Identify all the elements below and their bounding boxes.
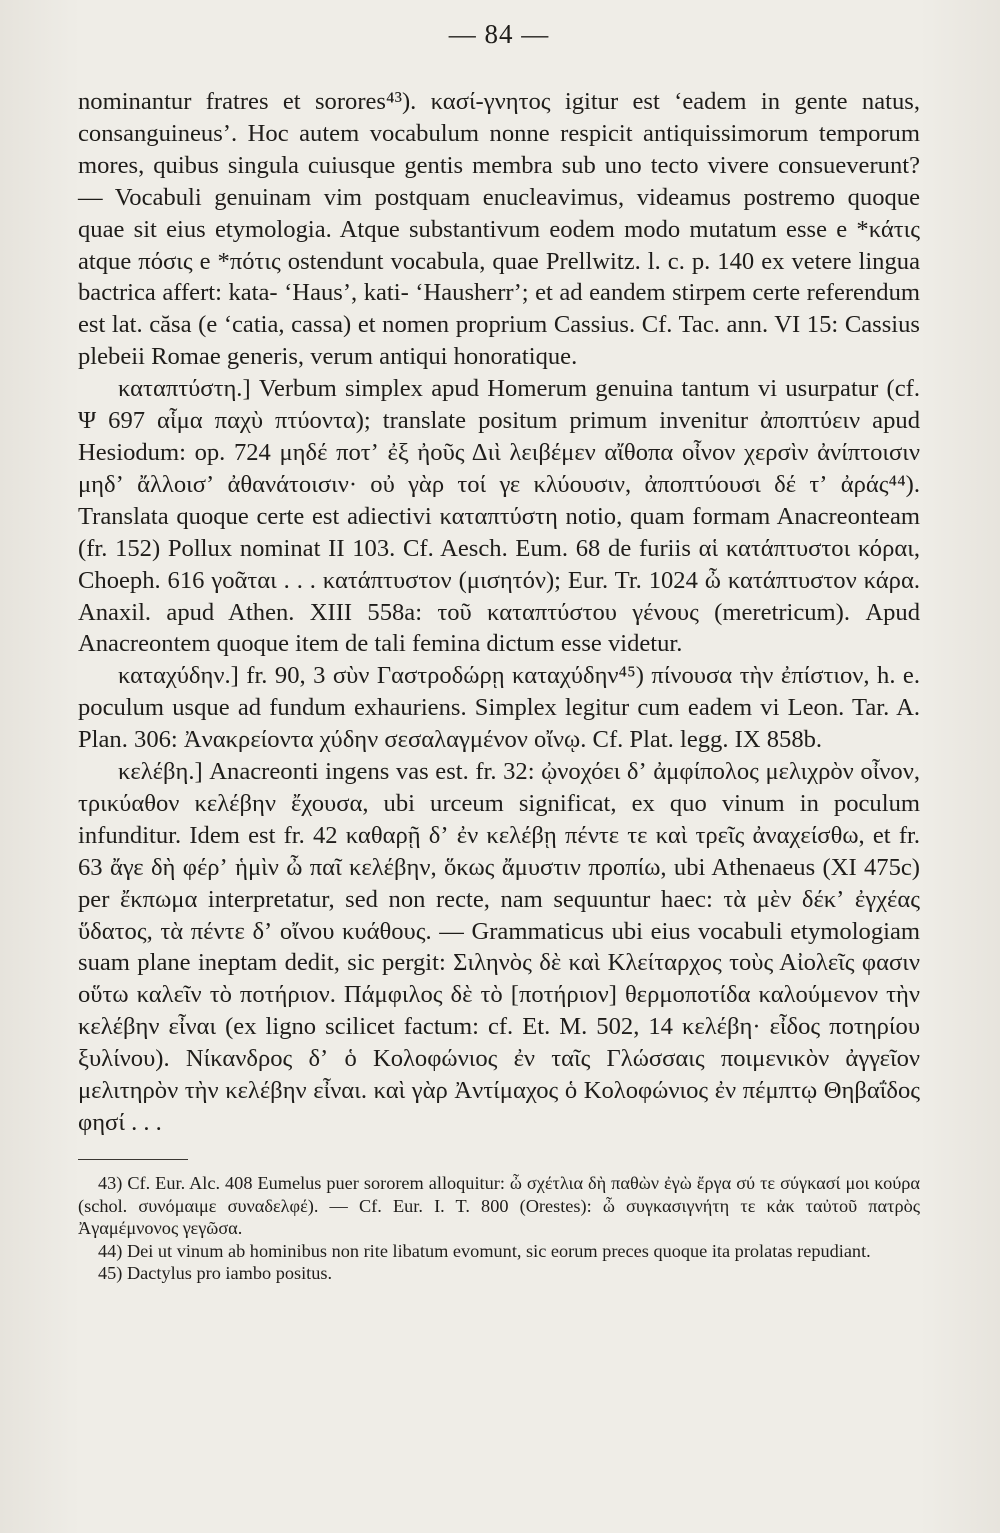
paragraph-3: καταχύδην.] fr. 90, 3 σὺν Γαστροδώρῃ καταχύδην⁴⁵) πίνουσα τὴν ἐπίστιον, h. e. poculum usque ad fundum exhauriens. Simplex legitur cum eadem vi Leon. Tar. A. Plan. 306: Ἀνακρείοντα χύδην σεσαλαγμένον οἴνῳ. Cf. Plat. legg. IX 858b. [78,662,920,754]
footnote-45: 45) Dactylus pro iambo positus. [98,1263,333,1284]
footnote-43: 43) Cf. Eur. Alc. 408 Eumelus puer sororem alloquitur: ὦ σχέτλια δὴ παθὼν ἐγὼ ἔργα σύ τε σύγκασί μοι κούρα (schol. συνόμαιμε συναδελφέ). — Cf. Eur. I. T. 800 (Orestes): ὦ συγκασιγνήτη τε κἀκ ταὐτοῦ πατρὸς Ἀγαμέμνονος γεγῶσα. [78,1172,920,1239]
paragraph-2: καταπτύστη.] Verbum simplex apud Homerum genuina tantum vi usurpatur (cf. Ψ 697 αἷμα παχὺ πτύοντα); translate positum primum invenitur ἀποπτύειν apud Hesiodum: op. 724 μηδέ ποτʼ ἐξ ἠοῦς Διὶ λειβέμεν αἴθοπα οἶνον χερσὶν ἀνίπτοισιν μηδʼ ἄλλοισʼ ἀθανάτοισιν· οὐ γὰρ τοί γε κλύουσιν, ἀποπτύουσι δέ τʼ ἀράς⁴⁴). Translata quoque certe est adiectivi καταπτύστη notio, quam formam Anacreonteam (fr. 152) Pollux nominat II 103. Cf. Aesch. Eum. 68 de furiis αἱ κατάπτυστοι κόραι, Choeph. 616 γοᾶται . . . κατάπτυστον (μισητόν); Eur. Tr. 1024 ὦ κατάπτυστον κάρα. Anaxil. apud Athen. XIII 558a: τοῦ καταπτύστου γένους (meretricum). Apud Anacreontem quoque item de tali femina dictum esse videtur. [78,375,920,658]
footnote-44: 44) Dei ut vinum ab hominibus non rite libatum evomunt, sic eorum preces quoque ita prolatas repudiant. [98,1240,871,1261]
footnotes [78,1172,920,1285]
footnote-divider [78,1159,188,1160]
paragraph-1: nominantur fratres et sorores⁴³). κασί-γνητος igitur est ʻeadem in gente natus, consanguineusʼ. Hoc autem vocabulum nonne respicit antiquissimorum temporum mores, quibus singula cuiusque gentis membra sub uno tecto vivere consueverunt? — Vocabuli genuinam vim postquam enucleavimus, videamus postremo quoque quae sit eius etymologia. Atque substantivum eodem modo mutatum esse e *κάτις atque πόσις e *πότις ostendunt vocabula, quae Prellwitz. l. c. p. 140 ex vetere lingua bactrica affert: kata- ʻHausʼ, kati- ʻHausherrʼ; et ad eandem stirpem certe referendum est lat. căsa (e ʻcatia, cassa) et nomen proprium Cassius. Cf. Tac. ann. VI 15: Cassius plebeii Romae generis, verum antiqui honoratique. [78,88,920,371]
page-number: — 84 — [448,19,550,49]
paragraph-4: κελέβη.] Anacreonti ingens vas est. fr. 32: ᾠνοχόει δʼ ἀμφίπολος μελιχρὸν οἶνον, τρικύαθον κελέβην ἔχουσα, ubi urceum significat, ex quo vinum in poculum infunditur. Idem est fr. 42 καθαρῇ δʼ ἐν κελέβῃ πέντε τε καὶ τρεῖς ἀναχείσθω, et fr. 63 ἄγε δὴ φέρʼ ἡμὶν ὦ παῖ κελέβην, ὅκως ἄμυστιν προπίω, ubi Athenaeus (XI 475c) per ἔκπωμα interpretatur, sed non recte, nam sequuntur haec: τὰ μὲν δέκʼ ἐγχέας ὕδατος, τὰ πέντε δʼ οἴνου κυάθους. — Grammaticus ubi eius vocabuli etymologiam suam plane ineptam dedit, sic pergit: Σιληνὸς δὲ καὶ Κλείταρχος τοὺς Αἰολεῖς φασιν οὕτω καλεῖν τὸ ποτήριον. Πάμφιλος δὲ τὸ [ποτήριον] θερμοποτίδα καλούμενον τὴν κελέβην εἶναι (ex ligno scilicet factum: cf. Et. M. 502, 14 κελέβη· εἶδος ποτηρίου ξυλίνου). Νίκανδρος δʼ ὁ Κολοφώνιος ἐν ταῖς Γλώσσαις ποιμενικὸν ἀγγεῖον μελιτηρὸν τὴν κελέβην εἶναι. καὶ γὰρ Ἀντίμαχος ὁ Κολοφώνιος ἐν πέμπτῳ Θηβαΐδος φησί . . . [78,758,920,1136]
main-text [78,86,920,1139]
